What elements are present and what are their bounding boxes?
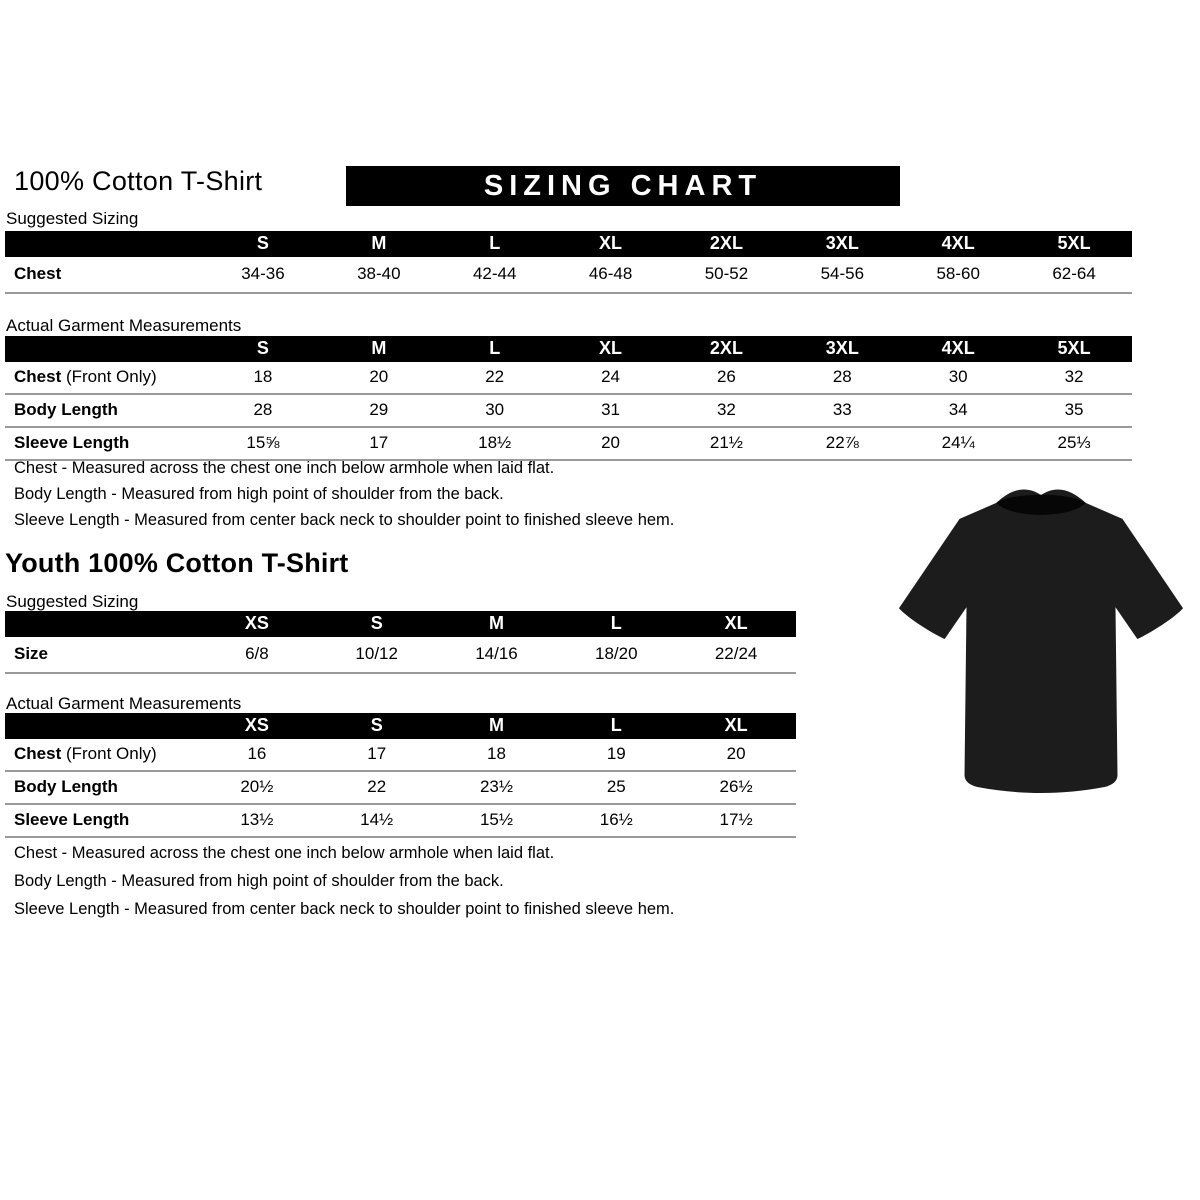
size-header-m: M <box>437 611 557 637</box>
size-header-m: M <box>321 231 437 257</box>
size-header-xl: XL <box>553 336 669 362</box>
measurement-cell: 21½ <box>669 427 785 460</box>
adult-suggested-sizing-table <box>5 231 1132 294</box>
youth-suggested-sizing-heading: Suggested Sizing <box>6 592 139 611</box>
size-header-xl: XL <box>676 611 796 637</box>
measurement-cell: 46-48 <box>553 257 669 293</box>
note-chest: Chest - Measured across the chest one inch below armhole when laid flat. <box>14 844 555 862</box>
size-header-2xl: 2XL <box>669 336 785 362</box>
measurement-cell: 13½ <box>197 804 317 837</box>
measurement-cell: 42-44 <box>437 257 553 293</box>
table-row-chest <box>5 362 1132 394</box>
size-header-row <box>5 336 1132 362</box>
row-label-suffix: (Front Only) <box>61 367 157 386</box>
size-header-row <box>5 713 796 739</box>
measurement-cell: 20½ <box>197 771 317 804</box>
measurement-cell: 22⅞ <box>784 427 900 460</box>
row-label-body-length: Body Length <box>5 394 205 427</box>
measurement-cell: 25 <box>556 771 676 804</box>
size-header-s: S <box>205 336 321 362</box>
tshirt-graphic <box>892 476 1190 808</box>
measurement-cell: 18 <box>205 362 321 394</box>
size-header-row <box>5 611 796 637</box>
size-header-m: M <box>321 336 437 362</box>
size-header-xl: XL <box>553 231 669 257</box>
measurement-cell: 15½ <box>437 804 557 837</box>
measurement-cell: 32 <box>669 394 785 427</box>
size-header-3xl: 3XL <box>784 336 900 362</box>
table-row-body-length <box>5 394 1132 427</box>
measurement-cell: 19 <box>556 739 676 771</box>
youth-actual-measurements-table <box>5 713 796 838</box>
adult-actual-measurements-heading: Actual Garment Measurements <box>6 316 242 335</box>
sizing-chart-banner: SIZING CHART <box>346 166 900 206</box>
size-header-l: L <box>556 713 676 739</box>
youth-measurement-notes <box>14 844 674 928</box>
size-header-5xl: 5XL <box>1016 336 1132 362</box>
table-corner-cell <box>5 336 205 362</box>
measurement-cell: 28 <box>205 394 321 427</box>
size-header-row <box>5 231 1132 257</box>
measurement-cell: 22/24 <box>676 637 796 673</box>
table-corner-cell <box>5 231 205 257</box>
size-header-xl: XL <box>676 713 796 739</box>
table-corner-cell <box>5 713 197 739</box>
size-header-l: L <box>437 231 553 257</box>
size-header-s: S <box>317 611 437 637</box>
measurement-cell: 20 <box>553 427 669 460</box>
measurement-cell: 29 <box>321 394 437 427</box>
measurement-cell: 24 <box>553 362 669 394</box>
measurement-cell: 14½ <box>317 804 437 837</box>
measurement-cell: 16 <box>197 739 317 771</box>
measurement-cell: 28 <box>784 362 900 394</box>
measurement-cell: 32 <box>1016 362 1132 394</box>
row-label-size: Size <box>5 637 197 673</box>
size-header-xs: XS <box>197 611 317 637</box>
measurement-cell: 18/20 <box>556 637 676 673</box>
note-sleeve-length: Sleeve Length - Measured from center back neck to shoulder point to finished sleeve hem. <box>14 511 675 529</box>
measurement-cell: 31 <box>553 394 669 427</box>
measurement-cell: 18 <box>437 739 557 771</box>
note-body-length: Body Length - Measured from high point of shoulder from the back. <box>14 872 504 890</box>
measurement-cell: 30 <box>437 394 553 427</box>
measurement-cell: 20 <box>321 362 437 394</box>
measurement-cell: 33 <box>784 394 900 427</box>
measurement-cell: 23½ <box>437 771 557 804</box>
measurement-cell: 30 <box>900 362 1016 394</box>
measurement-cell: 54-56 <box>784 257 900 293</box>
tshirt-product-image <box>892 476 1190 808</box>
note-chest: Chest - Measured across the chest one inch below armhole when laid flat. <box>14 459 555 477</box>
size-header-2xl: 2XL <box>669 231 785 257</box>
note-sleeve-length: Sleeve Length - Measured from center back neck to shoulder point to finished sleeve hem. <box>14 900 675 918</box>
adult-measurement-notes <box>14 459 674 537</box>
row-label-sleeve-length: Sleeve Length <box>5 427 205 460</box>
size-header-3xl: 3XL <box>784 231 900 257</box>
measurement-cell: 14/16 <box>437 637 557 673</box>
measurement-cell: 10/12 <box>317 637 437 673</box>
row-label-body-length: Body Length <box>5 771 197 804</box>
youth-product-title: Youth 100% Cotton T-Shirt <box>5 548 349 578</box>
measurement-cell: 26 <box>669 362 785 394</box>
measurement-cell: 17 <box>321 427 437 460</box>
measurement-cell: 6/8 <box>197 637 317 673</box>
measurement-cell: 22 <box>437 362 553 394</box>
measurement-cell: 22 <box>317 771 437 804</box>
measurement-cell: 15⅝ <box>205 427 321 460</box>
youth-suggested-sizing-table <box>5 611 796 674</box>
row-label-text: Chest <box>14 367 62 386</box>
table-row-body-length <box>5 771 796 804</box>
size-header-l: L <box>556 611 676 637</box>
size-header-m: M <box>437 713 557 739</box>
adult-suggested-sizing-heading: Suggested Sizing <box>6 209 139 228</box>
note-body-length: Body Length - Measured from high point of shoulder from the back. <box>14 485 504 503</box>
table-row-sleeve-length <box>5 804 796 837</box>
measurement-cell: 62-64 <box>1016 257 1132 293</box>
measurement-cell: 38-40 <box>321 257 437 293</box>
size-header-s: S <box>317 713 437 739</box>
measurement-cell: 17 <box>317 739 437 771</box>
measurement-cell: 17½ <box>676 804 796 837</box>
row-label-chest <box>5 739 197 771</box>
row-label-sleeve-length: Sleeve Length <box>5 804 197 837</box>
youth-actual-measurements-heading: Actual Garment Measurements <box>6 694 242 713</box>
row-label-text: Chest <box>14 744 62 763</box>
size-header-4xl: 4XL <box>900 231 1016 257</box>
row-label-suffix: (Front Only) <box>61 744 157 763</box>
size-header-s: S <box>205 231 321 257</box>
measurement-cell: 50-52 <box>669 257 785 293</box>
adult-actual-measurements-table <box>5 336 1132 461</box>
measurement-cell: 35 <box>1016 394 1132 427</box>
measurement-cell: 26½ <box>676 771 796 804</box>
measurement-cell: 58-60 <box>900 257 1016 293</box>
measurement-cell: 24¼ <box>900 427 1016 460</box>
size-header-l: L <box>437 336 553 362</box>
table-corner-cell <box>5 611 197 637</box>
table-row-chest <box>5 257 1132 293</box>
row-label-chest <box>5 362 205 394</box>
measurement-cell: 16½ <box>556 804 676 837</box>
measurement-cell: 25⅓ <box>1016 427 1132 460</box>
measurement-cell: 18½ <box>437 427 553 460</box>
size-header-4xl: 4XL <box>900 336 1016 362</box>
measurement-cell: 20 <box>676 739 796 771</box>
table-row-sleeve-length <box>5 427 1132 460</box>
size-header-xs: XS <box>197 713 317 739</box>
row-label-chest: Chest <box>5 257 205 293</box>
size-header-5xl: 5XL <box>1016 231 1132 257</box>
measurement-cell: 34-36 <box>205 257 321 293</box>
adult-product-title: 100% Cotton T-Shirt <box>14 166 263 196</box>
table-row-chest <box>5 739 796 771</box>
measurement-cell: 34 <box>900 394 1016 427</box>
table-row-size <box>5 637 796 673</box>
